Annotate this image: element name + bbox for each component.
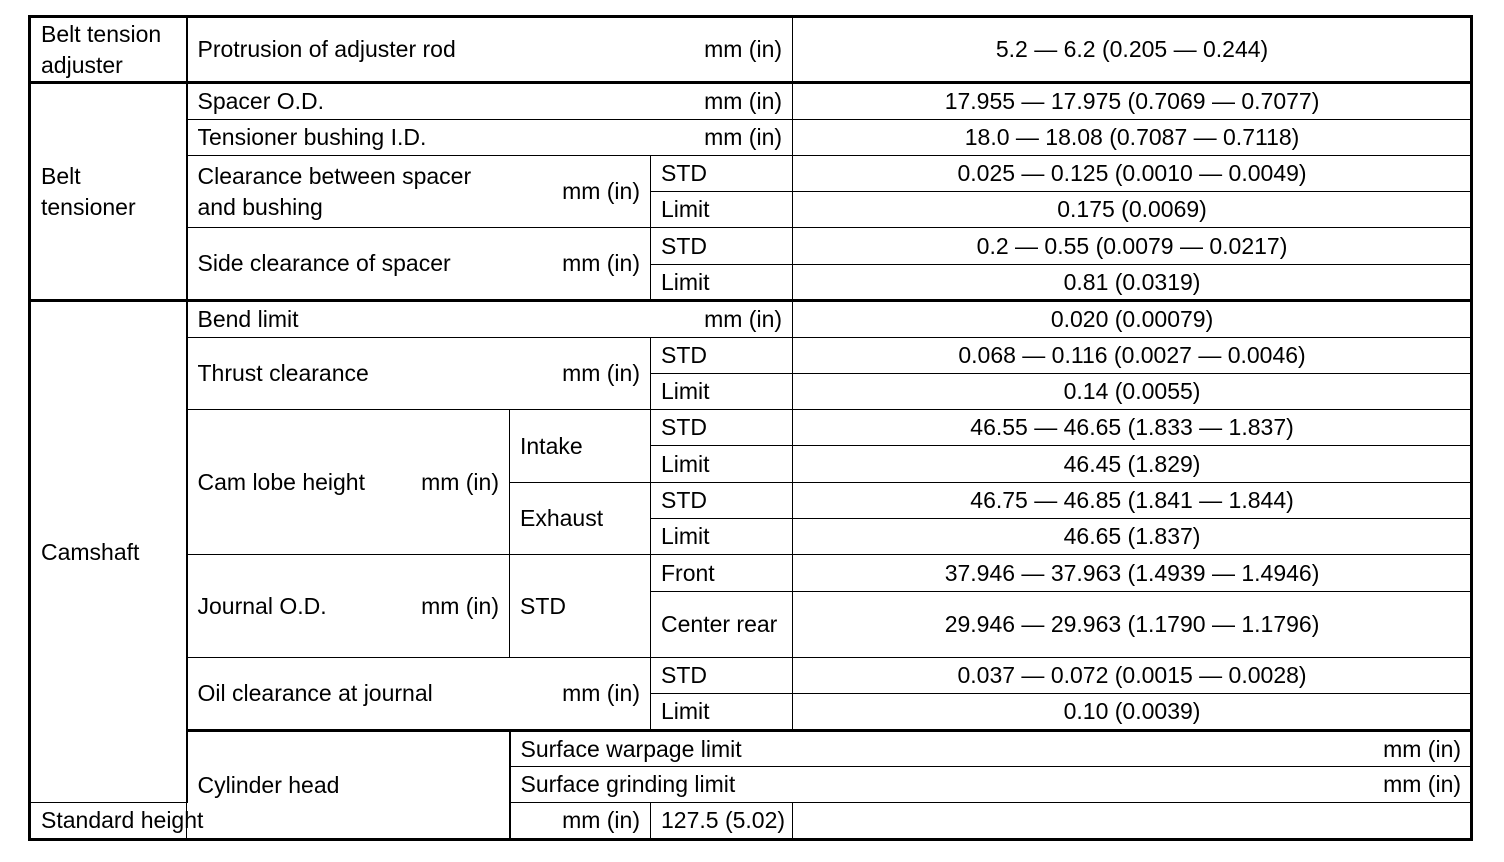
std-label: STD xyxy=(651,483,793,519)
specification-table xyxy=(28,15,1473,841)
value-cell: 127.5 (5.02) xyxy=(651,803,793,840)
unit-label: mm (in) xyxy=(704,124,783,150)
value-cell: 0.10 (0.0039) xyxy=(793,694,1472,731)
item-label: Tensioner bushing I.D. xyxy=(197,124,427,150)
item-clearance-spacer-bushing xyxy=(187,156,651,228)
value-cell: 46.65 (1.837) xyxy=(793,519,1472,555)
std-label: STD xyxy=(510,555,651,658)
unit-label: mm (in) xyxy=(1383,771,1462,797)
item-surface-warpage xyxy=(510,731,1472,767)
item-label: Cam lobe height xyxy=(197,468,365,495)
value-cell: 18.0 — 18.08 (0.7087 — 0.7118) xyxy=(793,120,1472,156)
limit-label: Limit xyxy=(651,192,793,228)
std-label: STD xyxy=(651,410,793,446)
unit-label: mm (in) xyxy=(562,680,640,706)
value-cell: 0.81 (0.0319) xyxy=(793,265,1472,301)
front-label: Front xyxy=(651,555,793,592)
item-label: Bend limit xyxy=(197,306,299,332)
value-cell: 0.14 (0.0055) xyxy=(793,374,1472,410)
unit-label: mm (in) xyxy=(421,468,499,495)
center-rear-label: Center rear xyxy=(651,592,793,658)
item-label: Surface grinding limit xyxy=(520,771,736,797)
unit-label: mm (in) xyxy=(562,807,640,833)
item-surface-grinding xyxy=(510,767,1472,803)
item-label: Standard height xyxy=(41,807,204,833)
value-cell: 46.75 — 46.85 (1.841 — 1.844) xyxy=(793,483,1472,519)
item-thrust-clearance xyxy=(187,338,651,410)
unit-label: mm (in) xyxy=(421,592,499,619)
item-bend-limit xyxy=(187,301,793,338)
item-label: Clearance between spacer and bushing xyxy=(197,162,472,220)
limit-label: Limit xyxy=(651,519,793,555)
item-bushing-id xyxy=(187,120,793,156)
category-cylinder-head: Cylinder head xyxy=(187,731,510,840)
item-journal-od xyxy=(187,555,510,658)
value-cell: 0.2 — 0.55 (0.0079 — 0.0217) xyxy=(793,228,1472,265)
item-label: Side clearance of spacer xyxy=(197,250,451,276)
limit-label: Limit xyxy=(651,374,793,410)
category-belt-tensioner: Belt tensioner xyxy=(30,83,187,301)
category-camshaft: Camshaft xyxy=(30,301,187,803)
value-cell: 5.2 — 6.2 (0.205 — 0.244) xyxy=(793,17,1472,83)
intake-label: Intake xyxy=(510,410,651,483)
std-label: STD xyxy=(651,658,793,694)
item-spacer-od xyxy=(187,83,793,120)
item-label: Thrust clearance xyxy=(197,360,369,386)
value-cell: 17.955 — 17.975 (0.7069 — 0.7077) xyxy=(793,83,1472,120)
item-label: Protrusion of adjuster rod xyxy=(197,36,456,62)
std-label: STD xyxy=(651,338,793,374)
item-oil-clearance xyxy=(187,658,651,731)
item-label: Surface warpage limit xyxy=(520,735,742,762)
item-label: Journal O.D. xyxy=(197,592,327,619)
unit-label: mm (in) xyxy=(704,306,783,332)
value-cell: 0.068 — 0.116 (0.0027 — 0.0046) xyxy=(793,338,1472,374)
limit-label: Limit xyxy=(651,694,793,731)
value-cell: 0.175 (0.0069) xyxy=(793,192,1472,228)
std-label: STD xyxy=(651,228,793,265)
item-label: Spacer O.D. xyxy=(197,88,325,114)
value-cell: 0.037 — 0.072 (0.0015 — 0.0028) xyxy=(793,658,1472,694)
value-cell: 0.025 — 0.125 (0.0010 — 0.0049) xyxy=(793,156,1472,192)
limit-label: Limit xyxy=(651,265,793,301)
value-cell: 46.45 (1.829) xyxy=(793,446,1472,483)
unit-label: mm (in) xyxy=(562,250,640,276)
category-belt-tension-adjuster: Belt tension adjuster xyxy=(30,17,187,83)
limit-label: Limit xyxy=(651,446,793,483)
item-standard-height xyxy=(30,803,651,840)
value-cell: 0.020 (0.00079) xyxy=(793,301,1472,338)
unit-label: mm (in) xyxy=(1383,735,1462,762)
item-cam-lobe-height xyxy=(187,410,510,555)
unit-label: mm (in) xyxy=(562,360,640,386)
unit-label: mm (in) xyxy=(704,36,783,62)
value-cell: 29.946 — 29.963 (1.1790 — 1.1796) xyxy=(793,592,1472,658)
unit-label: mm (in) xyxy=(562,178,640,204)
item-side-clearance xyxy=(187,228,651,301)
unit-label: mm (in) xyxy=(704,88,783,114)
exhaust-label: Exhaust xyxy=(510,483,651,555)
item-protrusion xyxy=(187,17,793,83)
value-cell: 46.55 — 46.65 (1.833 — 1.837) xyxy=(793,410,1472,446)
value-cell: 37.946 — 37.963 (1.4939 — 1.4946) xyxy=(793,555,1472,592)
item-label: Oil clearance at journal xyxy=(197,680,433,706)
std-label: STD xyxy=(651,156,793,192)
